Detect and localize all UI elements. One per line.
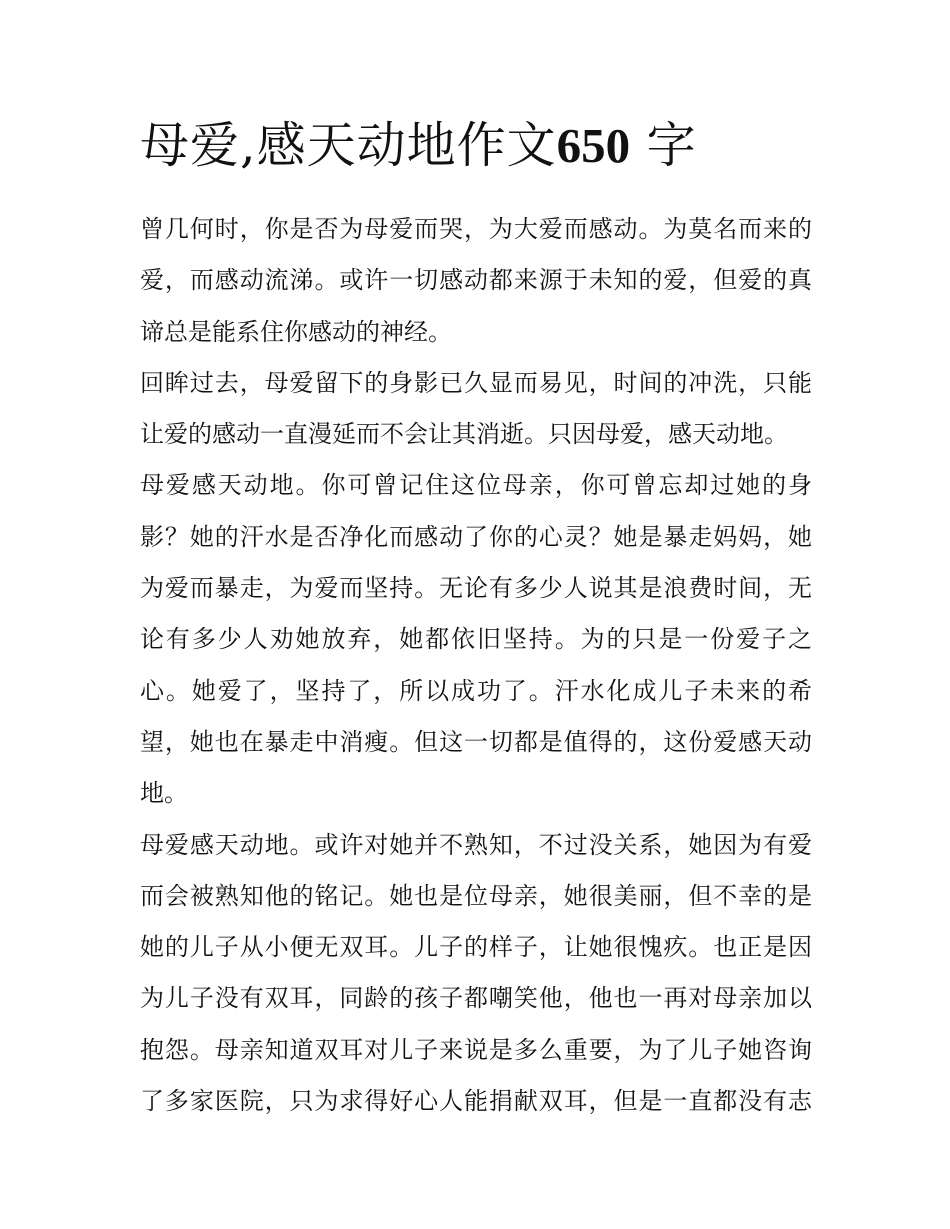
page-title (140, 110, 812, 182)
text-line: 而会被熟知他的铭记。她也是位母亲，她很美丽，但不幸的是 (140, 881, 812, 910)
text-line: 论有多少人劝她放弃，她都依旧坚持。为的只是一份爱子之 (140, 625, 812, 654)
text-line: 爱，而感动流涕。或许一切感动都来源于未知的爱，但爱的真 (140, 266, 812, 295)
text-line: 了多家医院，只为求得好心人能捐献双耳，但是一直都没有志 (140, 1087, 812, 1116)
text-line: 让爱的感动一直漫延而不会让其消逝。只因母爱，感天动地。 (140, 420, 788, 449)
text-line: 抱怨。母亲知道双耳对儿子来说是多么重要，为了儿子她咨询 (140, 1035, 812, 1064)
text-line: 为爱而暴走，为爱而坚持。无论有多少人说其是浪费时间，无 (140, 574, 812, 603)
text-line: 地。 (140, 779, 188, 808)
text-line: 母爱感天动地。你可曾记住这位母亲，你可曾忘却过她的身 (140, 471, 812, 500)
text-line: 回眸过去，母爱留下的身影已久显而易见，时间的冲洗，只能 (140, 368, 812, 397)
text-line: 为儿子没有双耳，同龄的孩子都嘲笑他，他也一再对母亲加以 (140, 984, 812, 1013)
title-number: 650 (556, 118, 631, 173)
text-line: 曾几何时，你是否为母爱而哭，为大爱而感动。为莫名而来的 (140, 215, 812, 243)
document-page (140, 110, 812, 1127)
text-line: 母爱感天动地。或许对她并不熟知，不过没关系，她因为有爱 (140, 830, 812, 859)
text-line: 望，她也在暴走中消瘦。但这一切都是值得的，这份爱感天动 (140, 727, 812, 756)
title-suffix: 字 (646, 117, 697, 174)
text-line: 心。她爱了，坚持了，所以成功了。汗水化成儿子未来的希 (140, 676, 812, 705)
text-line: 她的儿子从小便无双耳。儿子的样子，让她很愧疚。也正是因 (140, 933, 812, 962)
text-line: 谛总是能系住你感动的神经。 (140, 317, 452, 346)
text-line: 影？她的汗水是否净化而感动了你的心灵？她是暴走妈妈，她 (140, 522, 812, 551)
article-body (140, 204, 812, 1127)
title-text: 母爱,感天动地作文 (140, 117, 557, 174)
